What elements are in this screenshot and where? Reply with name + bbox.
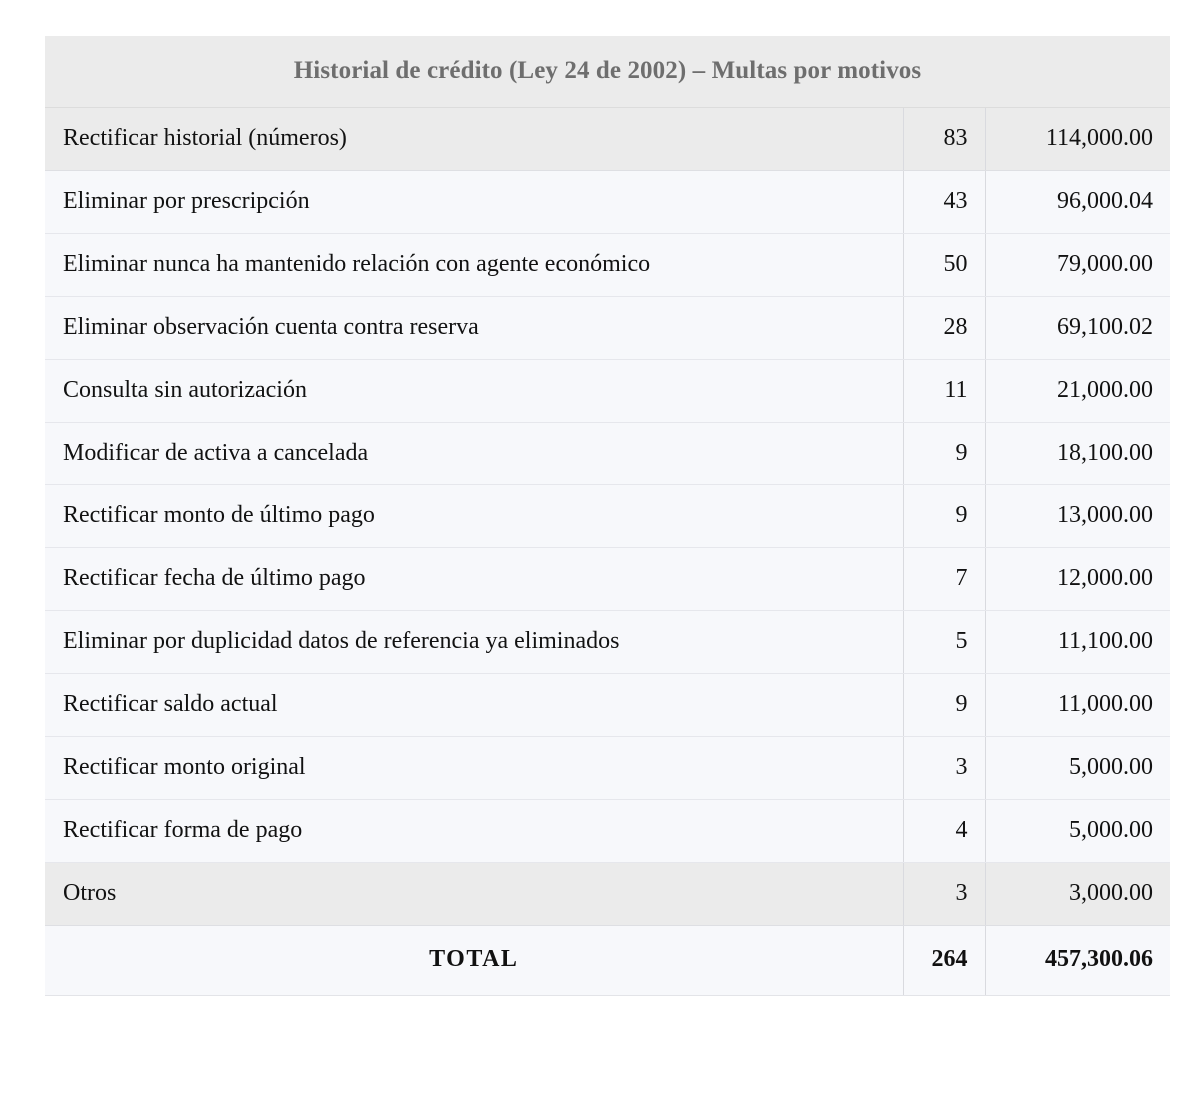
row-amount: 11,100.00 [985,611,1170,674]
table-row [45,233,1170,296]
total-label: TOTAL [45,925,903,995]
table-row [45,170,1170,233]
table-row [45,296,1170,359]
row-count: 28 [903,296,985,359]
report-table-container [45,36,1170,996]
row-amount: 79,000.00 [985,233,1170,296]
table-row [45,799,1170,862]
row-count: 43 [903,170,985,233]
table-row [45,862,1170,925]
table-title: Historial de crédito (Ley 24 de 2002) – Multas por motivos [45,36,1170,108]
row-reason: Rectificar historial (números) [45,108,903,171]
row-amount: 13,000.00 [985,485,1170,548]
row-count: 7 [903,548,985,611]
table-row [45,108,1170,171]
row-reason: Rectificar forma de pago [45,799,903,862]
row-amount: 21,000.00 [985,359,1170,422]
row-reason: Rectificar saldo actual [45,674,903,737]
row-count: 3 [903,862,985,925]
row-reason: Eliminar nunca ha mantenido relación con agente económico [45,233,903,296]
row-amount: 3,000.00 [985,862,1170,925]
row-count: 83 [903,108,985,171]
row-reason: Eliminar observación cuenta contra reserva [45,296,903,359]
row-reason: Rectificar monto original [45,737,903,800]
row-reason: Rectificar fecha de último pago [45,548,903,611]
row-count: 9 [903,485,985,548]
row-reason: Otros [45,862,903,925]
table-row [45,422,1170,485]
table-row [45,359,1170,422]
row-count: 9 [903,422,985,485]
table-header [45,36,1170,108]
row-count: 50 [903,233,985,296]
row-amount: 12,000.00 [985,548,1170,611]
table-title-row [45,36,1170,108]
row-reason: Eliminar por duplicidad datos de referencia ya eliminados [45,611,903,674]
row-count: 5 [903,611,985,674]
total-row [45,925,1170,995]
table-row [45,611,1170,674]
row-reason: Modificar de activa a cancelada [45,422,903,485]
row-count: 9 [903,674,985,737]
row-count: 11 [903,359,985,422]
row-count: 4 [903,799,985,862]
row-amount: 18,100.00 [985,422,1170,485]
total-count: 264 [903,925,985,995]
row-amount: 114,000.00 [985,108,1170,171]
row-amount: 5,000.00 [985,799,1170,862]
row-amount: 96,000.04 [985,170,1170,233]
row-amount: 11,000.00 [985,674,1170,737]
row-count: 3 [903,737,985,800]
row-reason: Rectificar monto de último pago [45,485,903,548]
fines-by-reason-table [45,36,1170,996]
row-reason: Consulta sin autorización [45,359,903,422]
table-row [45,485,1170,548]
total-amount: 457,300.06 [985,925,1170,995]
table-row [45,674,1170,737]
table-row [45,548,1170,611]
table-body [45,108,1170,926]
table-row [45,737,1170,800]
row-reason: Eliminar por prescripción [45,170,903,233]
row-amount: 69,100.02 [985,296,1170,359]
table-footer [45,925,1170,995]
row-amount: 5,000.00 [985,737,1170,800]
